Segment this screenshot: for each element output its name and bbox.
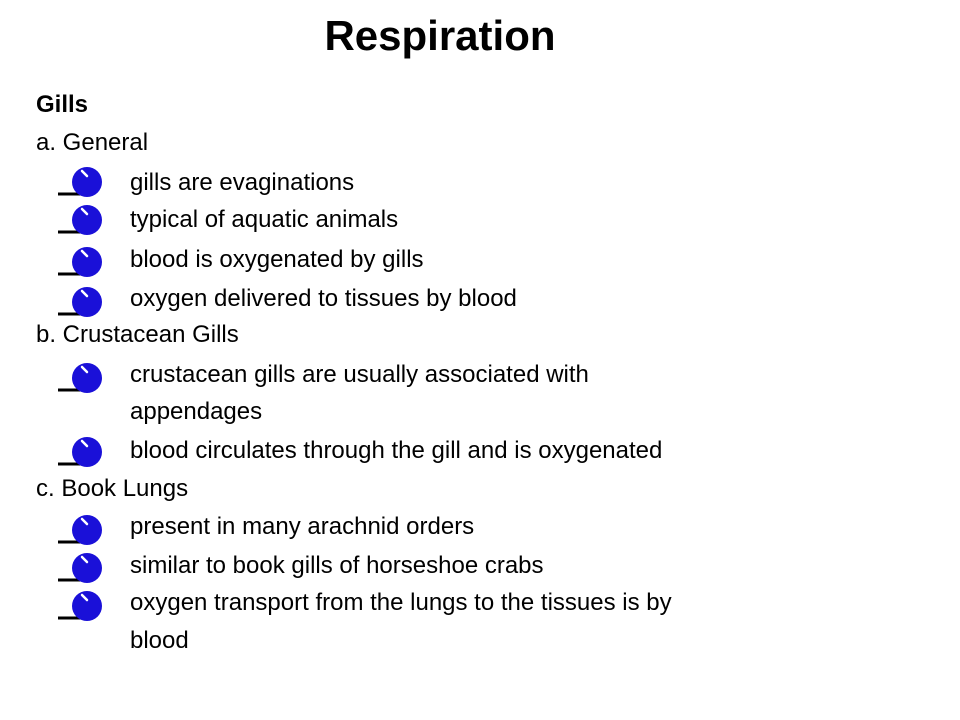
- section-label-general: a. General: [36, 129, 149, 156]
- bullet-item-text-continued: appendages: [130, 398, 263, 425]
- slide-title: Respiration: [324, 12, 556, 59]
- bullet-item-text: blood circulates through the gill and is oxygenated: [130, 437, 663, 464]
- bullet-item-text: present in many arachnid orders: [130, 513, 475, 540]
- bullet-item-text-continued: blood: [130, 627, 189, 654]
- bullet-item-text: oxygen delivered to tissues by blood: [130, 285, 517, 312]
- bullet-item-text: similar to book gills of horseshoe crabs: [130, 552, 544, 579]
- blue-ball-bullet-icon: [56, 550, 106, 584]
- blue-ball-bullet-icon: [56, 434, 106, 468]
- blue-ball-bullet-icon: [56, 588, 106, 622]
- bullet-item-text: blood is oxygenated by gills: [130, 246, 424, 273]
- bullet-item-text: oxygen transport from the lungs to the tissues is by: [130, 589, 672, 616]
- section-label-book-lungs: c. Book Lungs: [36, 475, 189, 502]
- blue-ball-bullet-icon: [56, 512, 106, 546]
- bullet-item-text: crustacean gills are usually associated with: [130, 361, 589, 388]
- bullet-item-text: gills are evaginations: [130, 169, 355, 196]
- blue-ball-bullet-icon: [56, 284, 106, 318]
- blue-ball-bullet-icon: [56, 202, 106, 236]
- blue-ball-bullet-icon: [56, 360, 106, 394]
- bullet-item-text: typical of aquatic animals: [130, 206, 399, 233]
- topic-heading: Gills: [36, 91, 89, 118]
- blue-ball-bullet-icon: [56, 244, 106, 278]
- section-label-crustacean-gills: b. Crustacean Gills: [36, 321, 239, 348]
- blue-ball-bullet-icon: [56, 164, 106, 198]
